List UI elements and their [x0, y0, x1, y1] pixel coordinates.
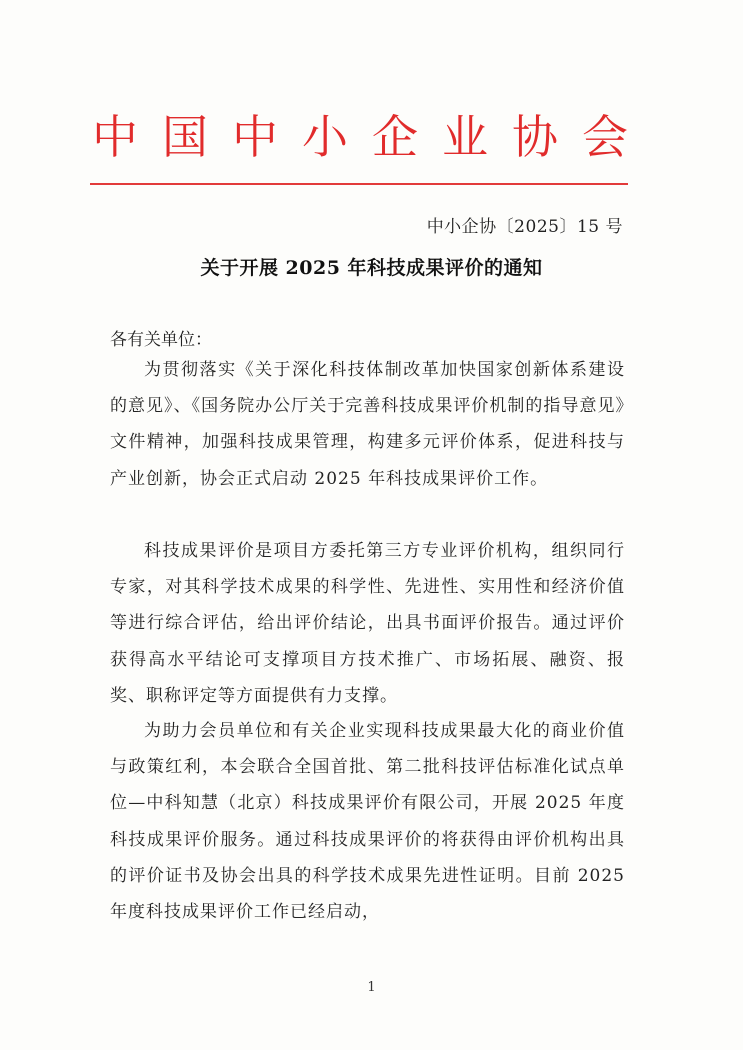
masthead-char: 中: [92, 110, 138, 164]
masthead-char: 企: [372, 110, 418, 164]
salutation: 各有关单位：: [110, 330, 212, 350]
document-number: 中小企协〔2025〕15 号: [426, 217, 623, 237]
header-divider: [90, 183, 628, 185]
paragraph-3: 为助力会员单位和有关企业实现科技成果最大化的商业价值与政策红利，本会联合全国首批、第二批科技评估标准化试点单位—中科知慧（北京）科技成果评价有限公司，开展 2025 年度科技成果评价服务。通过科技成果评价的将获得由评价机构出具的评价证书及协会出具的科学技术成果先进性证明。目前 2025 年度科技成果评价工作已经启动，: [110, 721, 625, 923]
masthead-char: 国: [162, 110, 208, 164]
masthead-char: 会: [582, 110, 628, 164]
paragraph-1: 为贯彻落实《关于深化科技体制改革加快国家创新体系建设的意见》、《国务院办公厅关于完善科技成果评价机制的指导意见》文件精神，加强科技成果管理，构建多元评价体系，促进科技与产业创新，协会正式启动 2025 年科技成果评价工作。: [110, 360, 625, 489]
paragraph-2: 科技成果评价是项目方委托第三方专业评价机构，组织同行专家，对其科学技术成果的科学性、先进性、实用性和经济价值等进行综合评估，给出评价结论，出具书面评价报告。通过评价获得高水平结论可支撑项目方技术推广、市场拓展、融资、报奖、职称评定等方面提供有力支撑。: [110, 541, 625, 706]
masthead-char: 业: [442, 110, 488, 164]
masthead-char: 小: [302, 110, 348, 164]
masthead-char: 中: [232, 110, 278, 164]
page-number: 1: [367, 980, 376, 995]
masthead-char: 协: [512, 110, 558, 164]
document-title: 关于开展 2025 年科技成果评价的通知: [200, 257, 543, 279]
masthead-org-name: [90, 104, 630, 164]
